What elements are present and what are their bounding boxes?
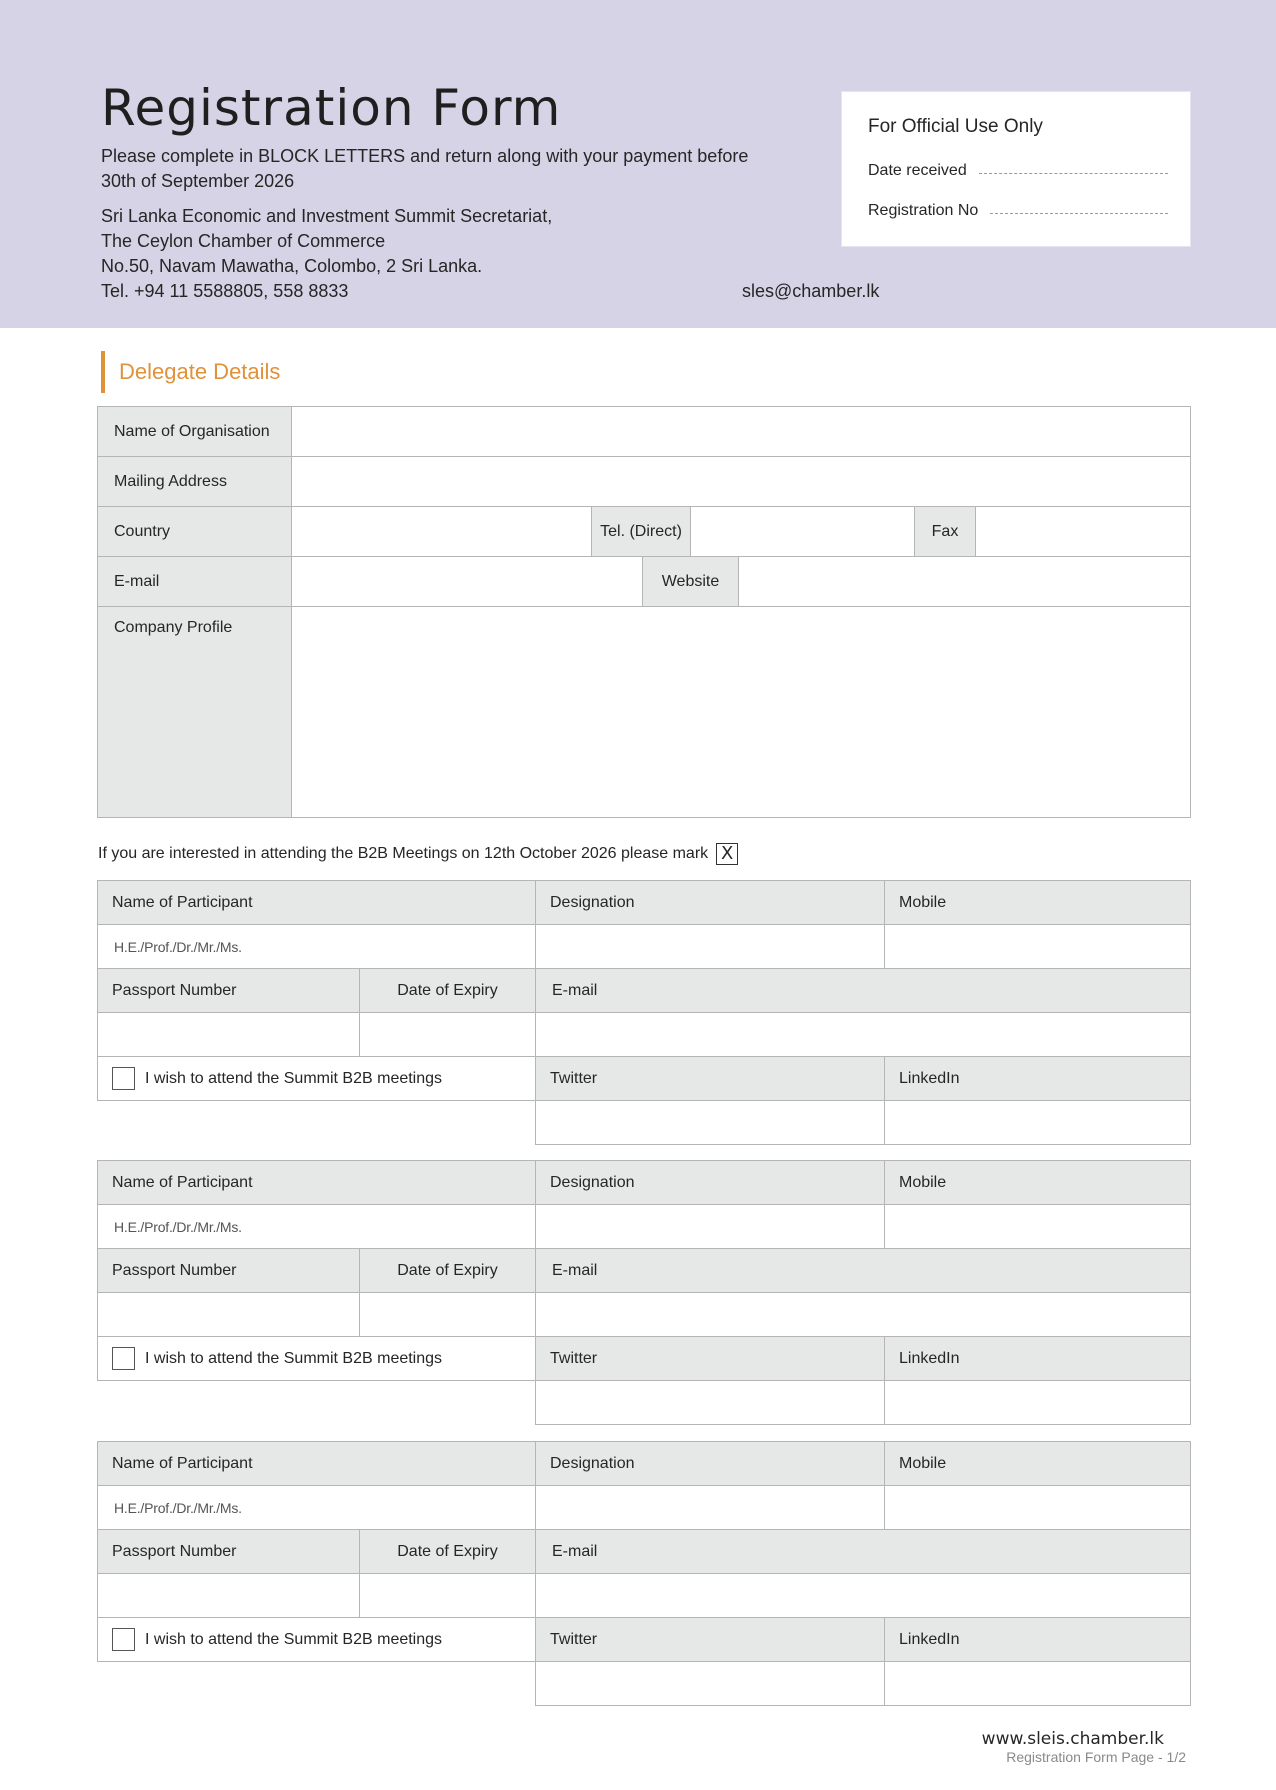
expiry-field[interactable] [359,1292,536,1337]
mobile-label: Mobile [884,1441,1191,1486]
fax-label: Fax [914,506,976,557]
attend-b2b-checkbox[interactable] [112,1628,135,1651]
date-received-label: Date received [868,162,967,179]
participant-email-field[interactable] [535,1292,1191,1337]
footer-page-number: Registration Form Page - 1/2 [1006,1749,1186,1765]
twitter-label: Twitter [535,1617,885,1662]
b2b-notice [98,843,738,865]
website-field[interactable] [738,556,1191,607]
participant-email-label: E-mail [535,1248,1191,1293]
linkedin-label: LinkedIn [884,1336,1191,1381]
delegate-details-heading: Delegate Details [101,351,280,393]
registration-no-label: Registration No [868,202,979,219]
website-label: Website [642,556,739,607]
participant-name-label: Name of Participant [97,1441,536,1486]
company-profile-label: Company Profile [97,606,292,818]
address-line-3: No.50, Navam Mawatha, Colombo, 2 Sri Lanka. [101,256,483,276]
designation-field[interactable] [535,1485,885,1530]
date-received-line [979,173,1168,174]
mobile-label: Mobile [884,1160,1191,1205]
company-profile-field[interactable] [291,606,1191,818]
linkedin-field[interactable] [884,1661,1191,1706]
b2b-mark-box[interactable]: X [716,843,738,865]
b2b-notice-text: If you are interested in attending the B2B Meetings on 12th October 2026 please mark [98,845,709,862]
participant-name-field[interactable]: H.E./Prof./Dr./Mr./Ms. [97,924,536,969]
attend-b2b-checkbox[interactable] [112,1347,135,1370]
mobile-field[interactable] [884,1485,1191,1530]
participant-email-field[interactable] [535,1012,1191,1057]
participant-email-label: E-mail [535,1529,1191,1574]
instruction-line-2: 30th of September 2026 [101,171,295,191]
linkedin-field[interactable] [884,1100,1191,1145]
attend-b2b-label: I wish to attend the Summit B2B meetings [145,1349,443,1367]
expiry-field[interactable] [359,1012,536,1057]
passport-label: Passport Number [97,1248,360,1293]
mobile-field[interactable] [884,924,1191,969]
linkedin-label: LinkedIn [884,1056,1191,1101]
passport-field[interactable] [97,1573,360,1618]
expiry-field[interactable] [359,1573,536,1618]
email-label: E-mail [97,556,292,607]
passport-field[interactable] [97,1012,360,1057]
twitter-label: Twitter [535,1336,885,1381]
passport-field[interactable] [97,1292,360,1337]
participant-name-label: Name of Participant [97,1160,536,1205]
tel-direct-label: Tel. (Direct) [591,506,691,557]
tel-direct-field[interactable] [690,506,915,557]
official-use-title: For Official Use Only [868,116,1043,137]
participant-email-field[interactable] [535,1573,1191,1618]
participant-name-field[interactable]: H.E./Prof./Dr./Mr./Ms. [97,1204,536,1249]
attend-b2b-row [97,1336,536,1381]
page-title: Registration Form [101,79,562,137]
attend-b2b-checkbox[interactable] [112,1067,135,1090]
linkedin-field[interactable] [884,1380,1191,1425]
mailing-address-label: Mailing Address [97,456,292,507]
participant-name-label: Name of Participant [97,880,536,925]
official-use-box [841,91,1191,247]
twitter-field[interactable] [535,1661,885,1706]
designation-label: Designation [535,1160,885,1205]
twitter-field[interactable] [535,1100,885,1145]
country-field[interactable] [291,506,592,557]
registration-no-line [990,213,1168,214]
linkedin-label: LinkedIn [884,1617,1191,1662]
expiry-label: Date of Expiry [359,1248,536,1293]
instruction-line-1: Please complete in BLOCK LETTERS and return along with your payment before [101,146,749,166]
participant-email-label: E-mail [535,968,1191,1013]
attend-b2b-row [97,1617,536,1662]
designation-field[interactable] [535,924,885,969]
registration-no-row [868,202,1168,220]
contact-email[interactable]: sles@chamber.lk [742,281,880,301]
date-received-row [868,162,1168,180]
address-line-1: Sri Lanka Economic and Investment Summit Secretariat, [101,206,553,226]
organisation-field[interactable] [291,406,1191,457]
passport-label: Passport Number [97,968,360,1013]
mobile-field[interactable] [884,1204,1191,1249]
twitter-field[interactable] [535,1380,885,1425]
fax-field[interactable] [975,506,1191,557]
expiry-label: Date of Expiry [359,1529,536,1574]
email-field[interactable] [291,556,643,607]
twitter-label: Twitter [535,1056,885,1101]
mobile-label: Mobile [884,880,1191,925]
footer-website[interactable]: www.sleis.chamber.lk [981,1729,1164,1749]
passport-label: Passport Number [97,1529,360,1574]
participant-name-field[interactable]: H.E./Prof./Dr./Mr./Ms. [97,1485,536,1530]
phone-text: Tel. +94 11 5588805, 558 8833 [101,281,349,301]
header-band [0,0,1276,328]
attend-b2b-label: I wish to attend the Summit B2B meetings [145,1069,443,1087]
attend-b2b-label: I wish to attend the Summit B2B meetings [145,1630,443,1648]
country-label: Country [97,506,292,557]
mailing-address-field[interactable] [291,456,1191,507]
address-line-2: The Ceylon Chamber of Commerce [101,231,386,251]
designation-field[interactable] [535,1204,885,1249]
attend-b2b-row [97,1056,536,1101]
designation-label: Designation [535,880,885,925]
expiry-label: Date of Expiry [359,968,536,1013]
organisation-label: Name of Organisation [97,406,292,457]
designation-label: Designation [535,1441,885,1486]
